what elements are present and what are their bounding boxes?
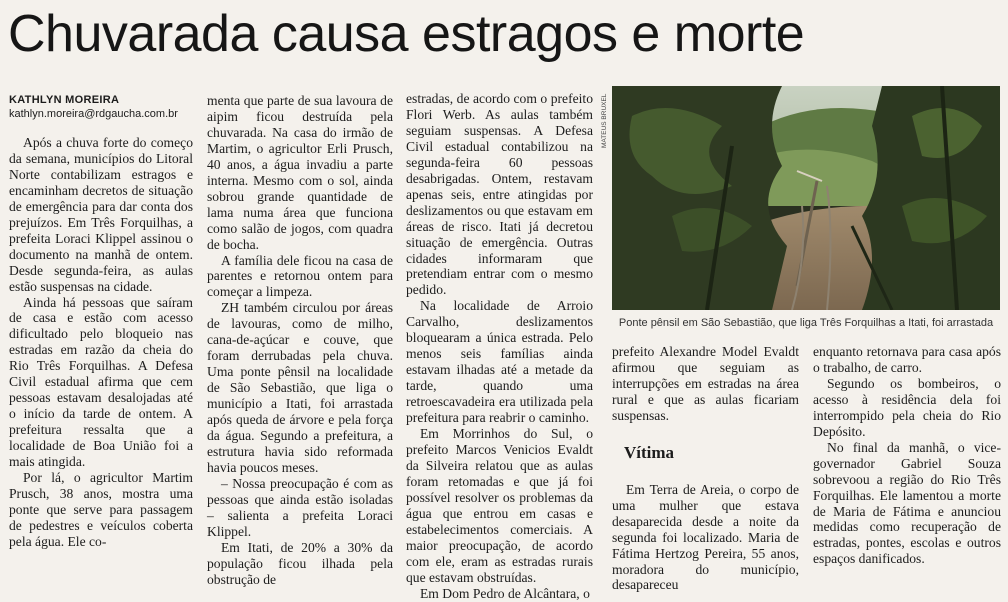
paragraph: Na localidade de Arroio Carvalho, deslizamentos bloquearam a única estrada. Pelo menos seis famílias ainda estavam ilhadas até a metade da tarde, quando uma retroescavadeira era utilizada pela prefeitura para reabrir o caminho. [406,298,593,426]
paragraph: Após a chuva forte do começo da semana, municípios do Litoral Norte contabilizam estragos e encaminham decretos de situação de emergência para dar conta dos prejuízos. Em Três Forquilhas, a prefeita Loraci Klippel assinou o documento na manhã de ontem. Desde segunda-feira, as aulas estão suspensas na cidade. [9,135,193,294]
paragraph: Em Terra de Areia, o corpo de uma mulher que estava desaparecida desde a noite da segunda foi localizado. Maria de Fátima Hertzog Pereira, 55 anos, moradora do município, desapareceu [612,481,799,593]
byline-author: KATHLYN MOREIRA [9,94,120,106]
byline-email[interactable]: kathlyn.moreira@rdgaucha.com.br [9,108,178,120]
paragraph: Por lá, o agricultor Martim Prusch, 38 anos, mostra uma ponte que serve para passagem de pedestres e veículos coberta pela água. Ele co- [9,470,193,549]
paragraph: enquanto retornava para casa após o trabalho, de carro. [813,344,1001,375]
paragraph: Em Itati, de 20% a 30% da população ficou ilhada pela obstrução de [207,539,393,587]
paragraph: Em Morrinhos do Sul, o prefeito Marcos Venicios Evaldt da Silveira relatou que as aulas foram retomadas e que já foi possível resolver os problemas da água que entrou em casas e estabelecimentos comerciais. A maior preocupação, de acordo com ele, eram as estradas rurais que estavam obstruídas. [406,426,593,585]
bridge-photo [612,86,1000,310]
article-column-4 [612,344,799,593]
paragraph: – Nossa preocupação é com as pessoas que ainda estão isoladas – salienta a prefeita Loraci Klippel. [207,475,393,539]
paragraph: Em Dom Pedro de Alcântara, o [420,585,590,601]
paragraph: estradas, de acordo com o prefeito Flori Werb. As aulas também seguiam suspensas. A Defesa Civil estadual contabilizou na segunda-feira 60 pessoas desabrigadas. Ontem, restavam apenas seis, entre atingidas por deslizamentos ou que estavam em áreas de risco. Itati já decretou situação de emergência. Outras cidades informaram que pretendiam entrar com o mesmo pedido. [406,91,593,298]
article-column-2 [207,93,393,588]
headline: Chuvarada causa estragos e morte [8,5,805,63]
article-column-1 [9,93,193,550]
paragraph: menta que parte de sua lavoura de aipim ficou destruída pela chuvarada. Na casa do irmão de Martim, o agricultor Erli Prusch, 40 anos, a água invadiu a parte interna. Mesmo com o sol, ainda sobrou grande quantidade de lama numa área que funciona como salão de jogos, com quadra de bocha. [207,93,393,252]
paragraph: ZH também circulou por áreas de lavouras, como de milho, cana-de-açúcar e couve, que foram derrubadas pela chuva. Uma ponte pênsil na localidade de São Sebastião, que liga o município a Itati, foi arrastada após queda de árvore e pela força da água. Segundo a prefeitura, a estrutura havia sido reformada havia poucos meses. [207,300,393,475]
photo-caption: Ponte pênsil em São Sebastião, que liga Três Forquilhas a Itati, foi arrastada [618,317,994,329]
bridge-photo-illustration [612,86,1000,310]
section-title: Vítima [624,442,675,462]
paragraph: Segundo os bombeiros, o acesso à residência dela foi interrompido pela cheia do Rio Depósito. [813,375,1001,439]
article-column-3 [406,91,593,602]
photo-credit: MATEUS BRUXEL [601,93,608,148]
paragraph: A família dele ficou na casa de parentes e retornou ontem para começar a limpeza. [207,252,393,300]
paragraph: No final da manhã, o vice-governador Gabriel Souza sobrevoou a região do Rio Três Forquilhas. Ele lamentou a morte de Maria de Fátima e anunciou medidas como recuperação de estradas, pontes, escolas e outros espaços danificados. [813,439,1001,567]
paragraph: prefeito Alexandre Model Evaldt afirmou que seguiam as interrupções em estradas na área rural e que as aulas ficariam suspensas. [612,344,799,423]
paragraph: Ainda há pessoas que saíram de casa e estão com acesso dificultado pelo bloqueio nas estradas em razão da cheia do Rio Três Forquilhas. A Defesa Civil estadual afirma que cem pessoas estavam desalojadas até o início da tarde de ontem. A prefeitura ressalta que a localidade de Boa União foi a mais atingida. [9,294,193,470]
article-column-5 [813,344,1001,567]
